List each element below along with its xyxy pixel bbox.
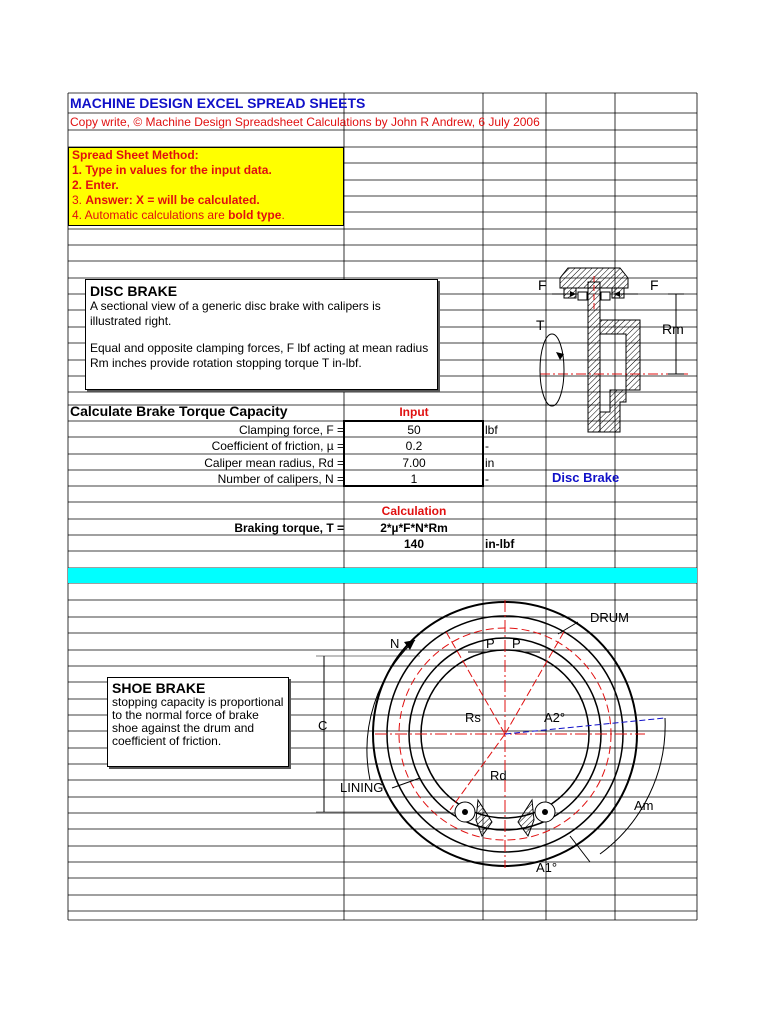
braking-torque-formula: 2*µ*F*N*Rm bbox=[380, 521, 448, 535]
section-divider-bar bbox=[68, 568, 697, 583]
a2-line bbox=[505, 718, 665, 734]
anchor-left bbox=[476, 800, 492, 836]
input-label: Clamping force, F = bbox=[238, 423, 344, 437]
pivot-right-center bbox=[542, 809, 548, 815]
pivot-left-center bbox=[462, 809, 468, 815]
input-unit: lbf bbox=[485, 423, 498, 437]
braking-torque-value: 140 bbox=[403, 537, 425, 551]
pad-left bbox=[578, 292, 587, 300]
label-a2: A2° bbox=[544, 710, 566, 725]
input-header: Input bbox=[399, 405, 429, 419]
braking-torque-label: Braking torque, T = bbox=[234, 521, 344, 535]
label-am: Am bbox=[634, 798, 654, 813]
input-label: Coefficient of friction, µ = bbox=[211, 439, 344, 453]
disc-brake-figure bbox=[530, 262, 698, 492]
label-f-right: F bbox=[650, 277, 659, 293]
rotation-ellipse bbox=[540, 334, 564, 406]
disc-brake-heading: DISC BRAKE bbox=[90, 283, 178, 299]
method-step-3-text: Answer: X = will be calculated. bbox=[85, 193, 260, 207]
method-step-3-num: 3. bbox=[72, 193, 83, 207]
disc-brake-para-2: Equal and opposite clamping forces, F lbf acting at mean radius Rm inches provide rotation stopping torque T in-lbf. bbox=[90, 341, 429, 370]
label-p-right: P bbox=[512, 636, 521, 651]
shoe-brake-heading: SHOE BRAKE bbox=[112, 680, 206, 696]
label-rm: Rm bbox=[662, 321, 684, 337]
label-rs: Rs bbox=[465, 710, 481, 725]
method-step-4-end: . bbox=[281, 208, 285, 222]
a1-leader bbox=[570, 836, 590, 862]
method-step-2: 2. Enter. bbox=[72, 178, 119, 192]
method-instructions-box bbox=[68, 147, 344, 226]
input-label: Caliper mean radius, Rd = bbox=[204, 456, 344, 470]
disc-brake-para-1: A sectional view of a generic disc brake with calipers is illustrated right. bbox=[90, 299, 381, 328]
method-step-4-bold: bold type bbox=[228, 208, 282, 222]
anchor-right bbox=[518, 800, 534, 836]
disc-brake-caption: Disc Brake bbox=[552, 470, 620, 485]
input-label: Number of calipers, N = bbox=[217, 472, 344, 486]
n-rotation-arc bbox=[367, 640, 415, 780]
shoe-brake-figure bbox=[300, 600, 680, 880]
label-f-left: F bbox=[538, 277, 547, 293]
copyright-line: Copy write, © Machine Design Spreadsheet Calculations by John R Andrew, 6 July 2006 bbox=[70, 115, 540, 129]
shoe-brake-description-box bbox=[107, 677, 289, 767]
label-p-left: P bbox=[486, 636, 495, 651]
input-value-cell[interactable]: 7.00 bbox=[402, 456, 426, 470]
input-unit: - bbox=[485, 439, 489, 453]
input-value-cell[interactable]: 1 bbox=[410, 472, 418, 486]
method-heading: Spread Sheet Method: bbox=[72, 148, 199, 162]
am-arc bbox=[600, 718, 665, 854]
method-step-4 bbox=[72, 208, 285, 223]
label-a1: A1° bbox=[536, 860, 558, 875]
input-unit: in bbox=[485, 456, 495, 470]
input-unit: - bbox=[485, 472, 489, 486]
pad-right bbox=[601, 292, 610, 300]
calculation-header: Calculation bbox=[381, 504, 447, 518]
label-c: C bbox=[318, 718, 328, 733]
method-step-1: 1. Type in values for the input data. bbox=[72, 163, 272, 177]
input-value-cell[interactable]: 0.2 bbox=[405, 439, 423, 453]
label-lining: LINING bbox=[340, 780, 384, 795]
shoe-brake-text: stopping capacity is proportional to the normal force of brake shoe against the drum and coefficient of friction. bbox=[112, 695, 284, 748]
braking-torque-unit: in-lbf bbox=[485, 537, 515, 551]
label-n: N bbox=[390, 636, 400, 651]
label-t: T bbox=[536, 317, 545, 333]
drum-leader bbox=[558, 622, 578, 634]
disc-brake-description-box bbox=[85, 279, 438, 390]
hub-lower bbox=[600, 390, 626, 432]
page-title: MACHINE DESIGN EXCEL SPREAD SHEETS bbox=[70, 95, 366, 111]
input-value-cell[interactable]: 50 bbox=[407, 423, 421, 437]
method-step-4-text: 4. Automatic calculations are bbox=[72, 208, 225, 222]
label-rd: Rd bbox=[490, 768, 507, 783]
calc-heading: Calculate Brake Torque Capacity bbox=[70, 403, 288, 419]
hub-upper bbox=[600, 320, 640, 390]
label-drum: DRUM bbox=[590, 610, 629, 625]
method-step-3 bbox=[72, 193, 260, 208]
